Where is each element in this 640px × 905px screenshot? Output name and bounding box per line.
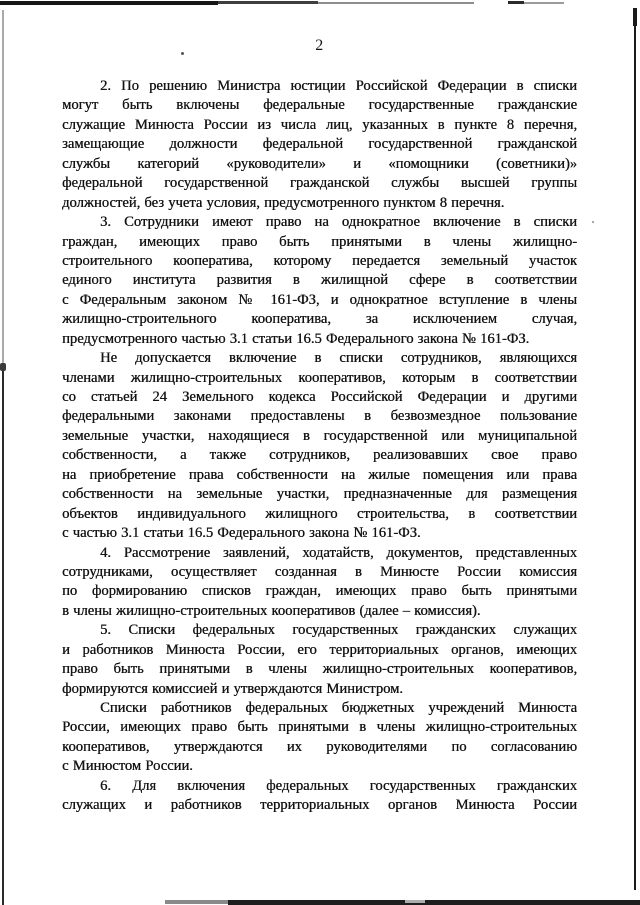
text-line: должностей, без учета условия, предусмотренного пунктом 8 перечня.	[62, 194, 505, 211]
text-line: на приобретение права собственности на жилые помещения или права	[62, 466, 577, 483]
text-line: строительного кооператива, которому передается земельный участок	[62, 252, 577, 269]
paragraph	[62, 544, 577, 622]
text-line: по формированию списков граждан, имеющих право быть принятыми	[62, 583, 577, 600]
text-line: служащие Минюста России из числа лиц, указанных в пункте 8 перечня,	[62, 116, 577, 133]
paragraph	[62, 213, 577, 349]
scan-artifact-top-bar	[218, 1, 318, 4]
text-line: Списки работников федеральных бюджетных учреждений Минюста	[100, 700, 577, 716]
text-line: в члены жилищно-строительных кооперативов (далее – комиссия).	[62, 602, 481, 619]
scan-artifact-bottom-edge	[165, 900, 228, 904]
text-line: с Минюстом России.	[62, 758, 193, 775]
text-line: Не допускается включение в списки сотрудников, являющихся	[100, 350, 577, 367]
paragraph	[62, 77, 577, 213]
text-line: замещающие должности федеральной государственной гражданской	[62, 136, 577, 153]
text-line: могут быть включены федеральные государственные гражданские	[62, 97, 577, 114]
text-line: жилищно-строительного кооператива, за исключением случая,	[62, 311, 577, 328]
text-line: членами жилищно-строительных кооперативов, которым в соответствии	[62, 369, 577, 386]
text-line: и работников Минюста России, его территориальных органов, имеющих	[62, 641, 577, 658]
text-line: служащих и работников территориальных органов Минюста России	[62, 797, 577, 814]
text-line: земельные участки, находящиеся в государственной или муниципальной	[62, 427, 577, 444]
paragraph	[62, 621, 577, 699]
paragraph	[62, 777, 577, 816]
text-line: кооперативов, утверждаются их руководителями по согласованию	[62, 738, 577, 755]
scan-artifact-right-edge	[633, 8, 637, 26]
paragraph	[62, 699, 577, 777]
scan-artifact-right-edge	[634, 8, 636, 890]
text-line: предусмотренного частью 3.1 статьи 16.5 Федерального закона № 161-ФЗ.	[62, 330, 530, 347]
page-number: 2	[315, 37, 324, 54]
scan-artifact-top-bar	[0, 1, 218, 5]
text-line: единого института развития в жилищной сфере в соответствии	[62, 272, 577, 289]
paragraph	[62, 349, 577, 543]
scan-artifact-top-bar	[524, 2, 564, 4]
scan-artifact-left-edge	[2, 10, 4, 367]
text-line: формируются комиссией и утверждаются Министром.	[62, 680, 403, 697]
text-line: со статьей 24 Земельного кодекса Российской Федерации и другими	[62, 389, 577, 405]
text-line: 5. Списки федеральных государственных гражданских служащих	[100, 622, 577, 639]
scan-artifact-top-bar	[508, 1, 524, 4]
text-line: собственности, а также сотрудников, реализовавших свое право	[62, 447, 577, 464]
text-line: объектов индивидуального жилищного строительства, в соответствии	[62, 505, 577, 522]
text-line: 2. По решению Министра юстиции Российской Федерации в списки	[100, 78, 577, 94]
text-line: 3. Сотрудники имеют право на однократное включение в списки	[100, 214, 577, 231]
text-line: службы категорий «руководители» и «помощники (советники)»	[62, 155, 577, 172]
text-line: федеральными законами предоставлены в безвозмездное пользование	[62, 408, 577, 425]
scan-artifact-speck	[592, 221, 594, 223]
text-line: с Федеральным законом № 161-ФЗ, и однократное вступление в члены	[62, 291, 577, 308]
scan-artifact-bottom-edge	[405, 900, 425, 903]
text-line: сотрудниками, осуществляет созданная в Минюсте России комиссия	[62, 563, 577, 580]
scan-artifact-top-bar	[318, 2, 474, 4]
scan-artifact-bottom-edge	[228, 900, 640, 905]
text-line: 6. Для включения федеральных государственных гражданских	[100, 777, 577, 794]
text-block	[62, 77, 577, 816]
text-line: России, имеющих право быть принятыми в члены жилищно-строительных	[62, 719, 577, 736]
text-line: собственности на земельные участки, предназначенные для размещения	[62, 486, 577, 503]
text-line: 4. Рассмотрение заявлений, ходатайств, документов, представленных	[100, 544, 577, 561]
text-line: право быть принятыми в члены жилищно-строительных кооперативов,	[62, 661, 577, 678]
text-line: федеральной государственной гражданской службы высшей группы	[62, 175, 577, 192]
scan-artifact-left-edge	[2, 365, 4, 905]
text-line: с частью 3.1 статьи 16.5 Федерального закона № 161-ФЗ.	[62, 525, 421, 542]
text-line: граждан, имеющих право быть принятыми в члены жилищно-	[62, 233, 577, 250]
scan-artifact-left-edge	[0, 363, 6, 371]
